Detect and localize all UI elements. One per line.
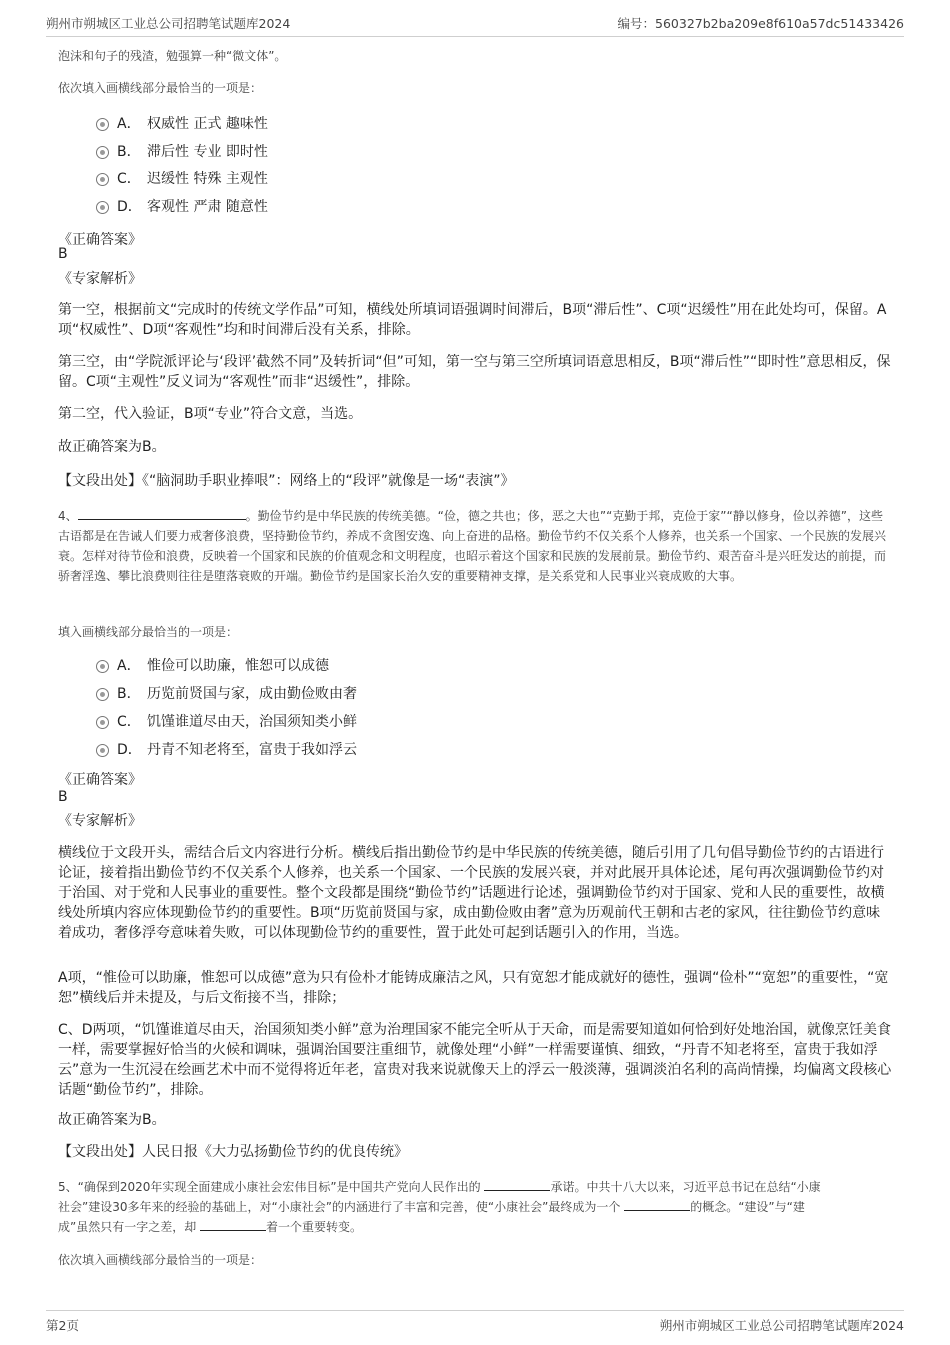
radio-icon[interactable]: [96, 173, 109, 186]
option-d[interactable]: D． 客观性 严肃 随意性: [96, 196, 268, 218]
option-text: 丹青不知老将至，富贵于我如浮云: [147, 742, 357, 758]
radio-icon[interactable]: [96, 118, 109, 131]
radio-icon[interactable]: [96, 201, 109, 214]
option-b[interactable]: B． 历览前贤国与家，成由勤俭败由奢: [96, 683, 357, 705]
answer-blank: [200, 1230, 266, 1231]
question-prompt: 依次填入画横线部分最恰当的一项是：: [58, 81, 263, 95]
option-text: 迟缓性 特殊 主观性: [147, 171, 268, 187]
analysis-label: 《专家解析》: [58, 271, 142, 287]
source-citation: 【文段出处】人民日报《大力弘扬勤俭节约的优良传统》: [58, 1144, 408, 1160]
option-text: 饥馑谁道尽由天，治国须知类小鲜: [147, 714, 357, 730]
page-number: 第2页: [46, 1318, 79, 1333]
analysis-paragraph: 第一空，根据前文“完成时的传统文学作品”可知，横线处所填词语强调时间滞后，B项“滞后性”、C项“迟缓性”用在此处均可，保留。A项“权威性”、D项“客观性”均和时间滞后没有关系，排除。: [58, 302, 887, 338]
answer-label: 《正确答案》: [58, 232, 142, 248]
header-title: 朔州市朔城区工业总公司招聘笔试题库2024: [46, 16, 291, 31]
analysis-label: 《专家解析》: [58, 813, 142, 829]
question-5-text: 5、“确保到2020年实现全面建成小康社会宏伟目标”是中国共产党向人民作出的 承诺。中共十八大以来，习近平总书记在总结“小康 社会”建设30多年来的经验的基础上，对“小康社会”的内涵进行了丰富和完善，使“小康社会”最终成为一个 的概念。“建设”与“建 成”虽然只有一字之差，却 着一个重要转变。: [58, 1180, 821, 1234]
option-c[interactable]: C． 迟缓性 特殊 主观性: [96, 168, 268, 190]
option-text: 权威性 正式 趣味性: [147, 116, 268, 132]
option-c[interactable]: C． 饥馑谁道尽由天，治国须知类小鲜: [96, 711, 357, 733]
question-intro-end: 泡沫和句子的残渣，勉强算一种“微文体”。: [58, 49, 287, 63]
option-b[interactable]: B． 滞后性 专业 即时性: [96, 141, 268, 163]
question-number: 5、: [58, 1180, 78, 1194]
analysis-paragraph: A项，“惟俭可以助廉，惟恕可以成德”意为只有俭朴才能铸成廉洁之风，只有宽恕才能成就好的德性，强调“俭朴”“宽恕”的重要性，“宽恕”横线后并未提及，与后文衔接不当，排除；: [58, 970, 889, 1006]
analysis-paragraph: C、D两项，“饥馑谁道尽由天，治国须知类小鲜”意为治理国家不能完全听从于天命，而是需要知道如何恰到好处地治国，就像烹饪美食一样，需要掌握好恰当的火候和调味，强调治国要注重细节，就像处理“小鲜”一样需要谨慎、细致，“丹青不知老将至，富贵于我如浮云”意为一生沉浸在绘画艺术中而不觉得将近年老，富贵对我来说就像天上的浮云一般淡薄，强调淡泊名利的高尚情操，均偏离文段核心话题“勤俭节约”，排除。: [58, 1022, 892, 1098]
radio-icon[interactable]: [96, 660, 109, 673]
answer-blank: [484, 1190, 550, 1191]
option-d[interactable]: D． 丹青不知老将至，富贵于我如浮云: [96, 739, 357, 761]
question-number: 4、: [58, 509, 78, 523]
answer-value: B: [58, 789, 68, 805]
analysis-paragraph: 第二空，代入验证，B项“专业”符合文意，当选。: [58, 406, 363, 422]
option-text: 滞后性 专业 即时性: [147, 144, 268, 160]
option-text: 历览前贤国与家，成由勤俭败由奢: [147, 686, 357, 702]
analysis-paragraph: 横线位于文段开头，需结合后文内容进行分析。横线后指出勤俭节约是中华民族的传统美德，随后引用了几句倡导勤俭节约的古语进行论证，接着指出勤俭节约不仅关系个人修养，也关系一个国家、一个民族的发展兴衰，并对此展开具体论述，尾句再次强调勤俭节约对于治国、对于党和人民事业的重要性。整个文段都是围绕“勤俭节约”话题进行论述，强调勤俭节约对于国家、党和人民的重要性，故横线处所填内容应体现勤俭节约的重要性。B项“历览前贤国与家，成由勤俭败由奢”意为历观前代王朝和古老的家风，往往勤俭节约意味着成功，奢侈浮夸意味着失败，可以体现勤俭节约的重要性，置于此处可起到话题引入的作用，当选。: [58, 845, 885, 941]
analysis-paragraph: 第三空，由“学院派评论与‘段评’截然不同”及转折词“但”可知，第一空与第三空所填词语意思相反，B项“滞后性”“即时性”意思相反，保留。C项“主观性”反义词为“客观性”而非“迟缓性”，排除。: [58, 354, 891, 390]
analysis-conclusion: 故正确答案为B。: [58, 439, 166, 455]
answer-blank: [624, 1210, 690, 1211]
answer-value: B: [58, 246, 68, 262]
answer-blank: [78, 519, 246, 520]
footer-title: 朔州市朔城区工业总公司招聘笔试题库2024: [659, 1318, 904, 1333]
question-body: 。勤俭节约是中华民族的传统美德。“俭，德之共也；侈，恶之大也”“克勤于邦，克俭于家”“静以修身，俭以养德”，这些古语都是在告诫人们要力戒奢侈浪费，坚持勤俭节约，养成不贪图安逸、向上奋进的品格。勤俭节约不仅关系个人修养，也关系一个国家、一个民族的发展兴衰。怎样对待节俭和浪费，反映着一个国家和民族的价值观念和文明程度，也昭示着这个国家和民族的发展前景。勤俭节约、艰苦奋斗是兴旺发达的前提，而骄奢淫逸、攀比浪费则往往是堕落衰败的开端。勤俭节约是国家长治久安的重要精神支撑，是关系党和人民事业兴衰成败的大事。: [58, 509, 887, 583]
option-text: 惟俭可以助廉，惟恕可以成德: [147, 658, 329, 674]
page-header: [46, 10, 904, 37]
option-a[interactable]: A． 惟俭可以助廉，惟恕可以成德: [96, 655, 329, 677]
radio-icon[interactable]: [96, 688, 109, 701]
question-prompt: 依次填入画横线部分最恰当的一项是：: [58, 1253, 263, 1267]
radio-icon[interactable]: [96, 716, 109, 729]
analysis-conclusion: 故正确答案为B。: [58, 1112, 166, 1128]
radio-icon[interactable]: [96, 146, 109, 159]
option-a[interactable]: A． 权威性 正式 趣味性: [96, 113, 268, 135]
question-prompt: 填入画横线部分最恰当的一项是：: [58, 625, 239, 639]
radio-icon[interactable]: [96, 744, 109, 757]
document-code: 编号：560327b2ba209e8f610a57dc51433426: [617, 16, 904, 31]
option-text: 客观性 严肃 随意性: [147, 199, 268, 215]
source-citation: 【文段出处】《“脑洞助手职业捧哏”：网络上的“段评”就像是一场“表演”》: [58, 473, 515, 489]
question-4-text: [58, 506, 894, 586]
answer-label: 《正确答案》: [58, 772, 142, 788]
page-footer: [46, 1310, 904, 1335]
